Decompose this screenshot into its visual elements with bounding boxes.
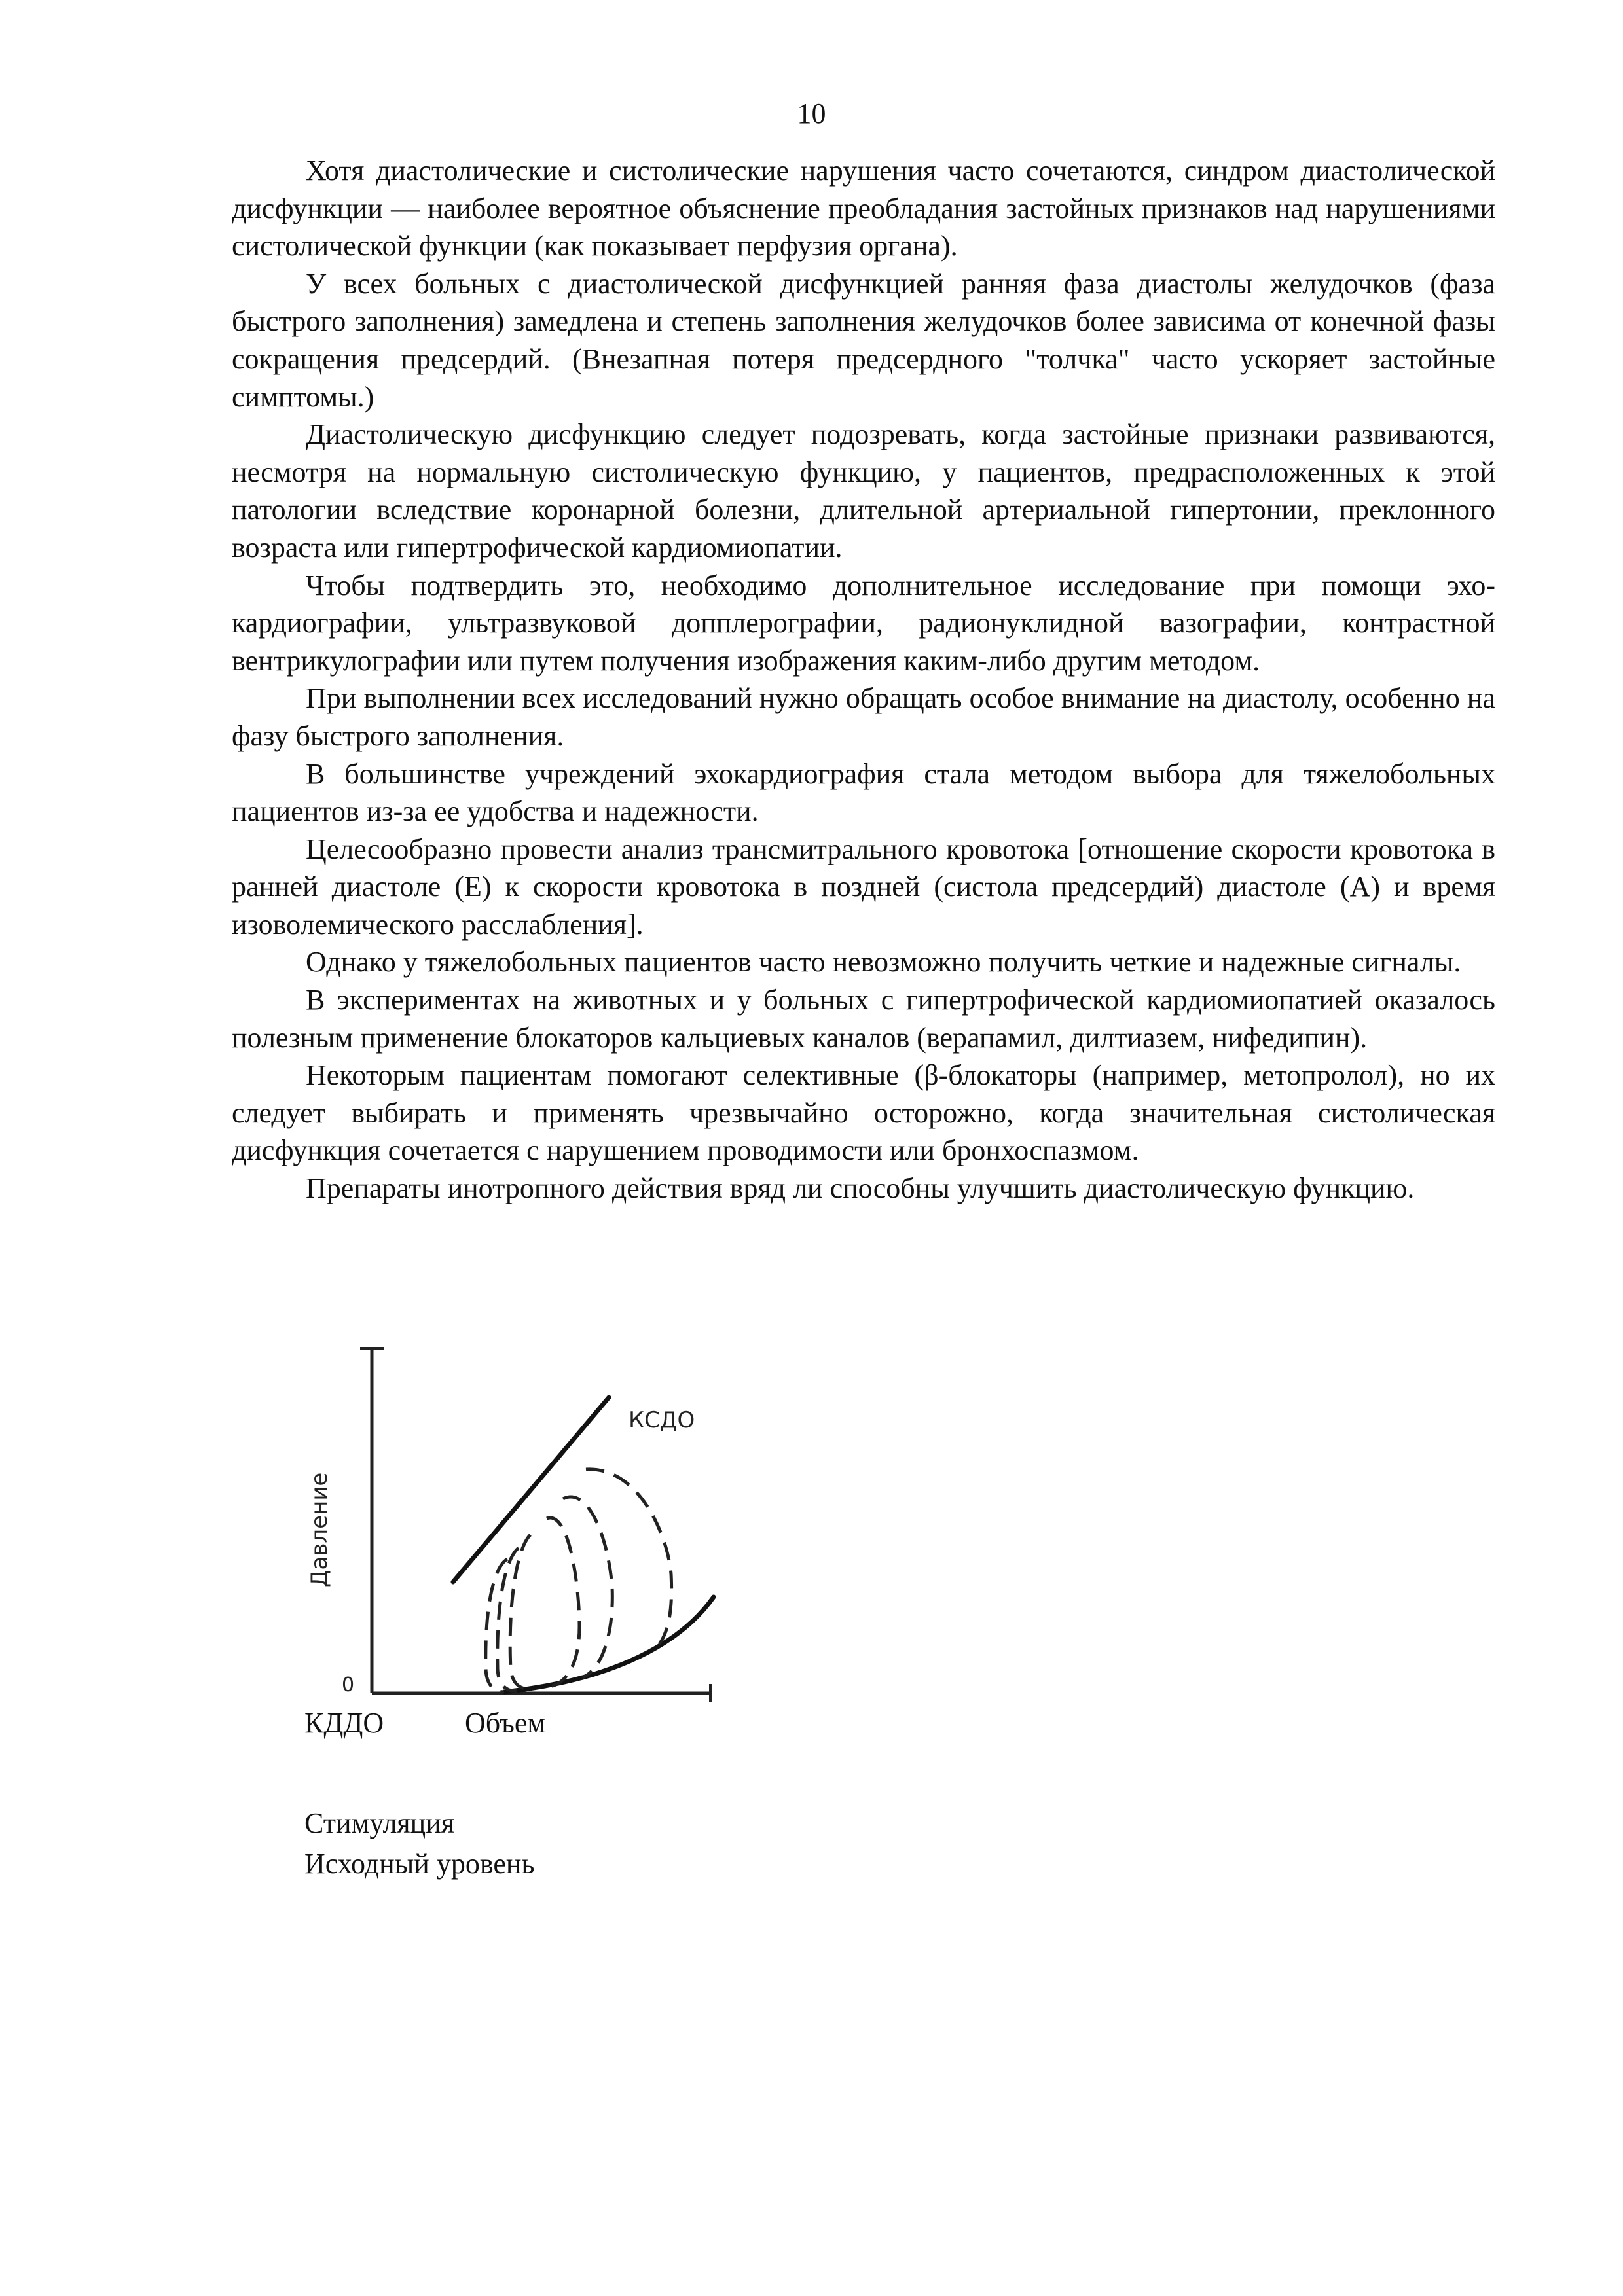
paragraph: В экспериментах на животных и у больных с гипертрофической кардиомиопатией оказалось полезным применение блокаторов кальциевых каналов (верапамил, дилтиазем, нифедипин).: [232, 984, 1495, 1054]
paragraph: Диастолическую дисфункцию следует подозревать, когда застойные признаки развиваются, несмотря на нормальную систолическую функцию, у пациентов, предрасположенных к этой патологии вследствие коронарной болезни, длительной артериальной гипертонии, преклонного возраста или гипертрофической кардиомиопатии.: [232, 418, 1495, 564]
paragraph: У всех больных с диастолической дисфункцией ранняя фаза диастолы желудочков (фаза быстрого заполнения) замедлена и степень заполнения желудочков более зависима от конечной фазы сокращения предсердий. (Внезапная потеря предсердного "толчка" часто ускоряет застойные симптомы.): [232, 267, 1495, 413]
origin-label: 0: [342, 1674, 355, 1696]
paragraph: Чтобы подтвердить это, необходимо дополнительное исследование при помощи эхокардиографии, ультразвуковой допплерографии, радионуклидной вазографии, контрастной вентрикулографии или путем получения изображения каким-либо другим методом.: [232, 569, 1495, 677]
pv-loop-4: [547, 1518, 579, 1687]
legend-item-stimulation: Стимуляция: [304, 1807, 454, 1839]
end-systolic-line: [453, 1397, 609, 1582]
paragraph: Препараты инотропного действия вряд ли способны улучшить диастолическую функцию.: [306, 1172, 1415, 1205]
paragraph: В большинстве учреждений эхокардиография стала методом выбора для тяжелобольных пациентов из-за ее удобства и надежности.: [232, 757, 1495, 828]
kddo-label: КДДО: [304, 1707, 384, 1739]
pv-loops: [486, 1469, 672, 1692]
y-axis-label: Давление: [306, 1472, 333, 1587]
paragraph: Целесообразно провести анализ трансмитрального кровотока [отношение скорости кровотока в ранней диастоле (Е) к скорости кровотока в поздней (систола предсердий) диастоле (А) и время изоволемического расслабления].: [232, 833, 1495, 941]
paragraph: Хотя диастолические и систолические нарушения часто сочетаются, синдром диастолической дисфункции — наиболее вероятное объяснение преобладания застойных признаков над нарушениями систолической функции (как показывает перфузия органа).: [232, 154, 1495, 262]
pv-loop-5: [563, 1497, 612, 1677]
page-number: 10: [797, 98, 826, 130]
body-text: [232, 152, 1495, 1208]
paragraph: Однако у тяжелобольных пациентов часто невозможно получить четкие и надежные сигналы.: [306, 946, 1461, 978]
end-diastolic-curve: [504, 1597, 714, 1692]
volume-label: Объем: [465, 1707, 546, 1739]
pv-loop-6: [586, 1469, 672, 1646]
paragraph: При выполнении всех исследований нужно обращать особое внимание на диастолу, особенно на фазу быстрого заполнения.: [232, 682, 1495, 752]
pv-loop-3: [510, 1535, 532, 1689]
figure-legend: [304, 1803, 534, 1884]
legend-item-baseline: Исходный уровень: [304, 1848, 535, 1880]
paragraph: Некоторым пациентам помогают селективные (β-блокаторы (например, метопролол), но их следует выбирать и применять чрезвычайно осторожно, когда значительная систолическая дисфункция сочетается с нарушением проводимости или бронхоспазмом.: [232, 1059, 1495, 1167]
ksdo-label: КСДО: [629, 1407, 695, 1433]
